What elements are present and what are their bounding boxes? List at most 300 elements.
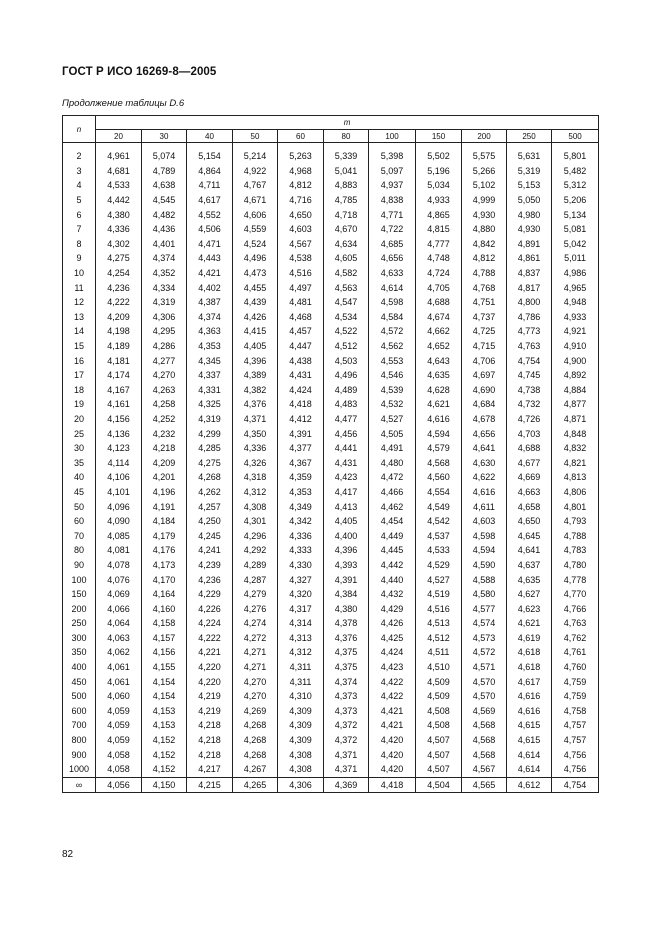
value-cell: 4,373: [324, 689, 369, 704]
value-cell: 4,439: [233, 295, 278, 310]
value-cell: 4,196: [142, 485, 187, 500]
value-cell: 4,418: [278, 397, 324, 412]
value-cell: 4,268: [233, 747, 278, 762]
value-cell: 4,310: [278, 689, 324, 704]
value-cell: 4,506: [187, 222, 233, 237]
value-cell: 4,677: [507, 455, 552, 470]
value-cell: 4,431: [324, 455, 369, 470]
m-column-header: 50: [233, 130, 278, 143]
value-cell: 4,614: [507, 747, 552, 762]
value-cell: 4,066: [96, 601, 142, 616]
value-cell: 4,313: [278, 631, 324, 646]
table-row: [63, 383, 599, 398]
value-cell: 4,767: [233, 178, 278, 193]
value-cell: 4,402: [187, 280, 233, 295]
value-cell: 4,573: [462, 631, 507, 646]
value-cell: 4,164: [142, 587, 187, 602]
value-cell: 4,615: [507, 718, 552, 733]
value-cell: 4,516: [278, 266, 324, 281]
value-cell: 4,572: [369, 324, 416, 339]
value-cell: 4,937: [369, 178, 416, 193]
row-n-cell: ∞: [63, 777, 96, 793]
value-cell: 4,751: [462, 295, 507, 310]
value-cell: 4,401: [142, 237, 187, 252]
value-cell: 4,505: [369, 426, 416, 441]
value-cell: 4,352: [142, 266, 187, 281]
value-cell: 4,064: [96, 616, 142, 631]
value-cell: 4,562: [369, 339, 416, 354]
value-cell: 4,420: [369, 733, 416, 748]
value-cell: 4,491: [369, 441, 416, 456]
value-cell: 4,292: [233, 543, 278, 558]
value-cell: 4,509: [416, 674, 462, 689]
value-cell: 4,482: [142, 207, 187, 222]
value-cell: 4,150: [142, 777, 187, 793]
value-cell: 4,588: [462, 572, 507, 587]
table-row: [63, 733, 599, 748]
table-row: [63, 674, 599, 689]
value-cell: 4,371: [233, 412, 278, 427]
value-cell: 4,616: [462, 485, 507, 500]
value-cell: 4,471: [187, 237, 233, 252]
value-cell: 4,423: [324, 470, 369, 485]
value-cell: 4,308: [278, 762, 324, 777]
m-values-row: [63, 130, 599, 143]
value-cell: 4,745: [507, 368, 552, 383]
table-row: [63, 324, 599, 339]
value-cell: 4,761: [552, 645, 599, 660]
value-cell: 4,480: [369, 455, 416, 470]
row-n-cell: 4: [63, 178, 96, 193]
m-column-header: 200: [462, 130, 507, 143]
table-row: [63, 601, 599, 616]
table-row: [63, 353, 599, 368]
value-cell: 4,424: [369, 645, 416, 660]
value-cell: 4,153: [142, 704, 187, 719]
value-cell: 4,405: [233, 339, 278, 354]
value-cell: 4,641: [507, 543, 552, 558]
value-cell: 4,509: [416, 689, 462, 704]
value-cell: 4,891: [507, 237, 552, 252]
row-n-cell: 35: [63, 455, 96, 470]
value-cell: 4,598: [369, 295, 416, 310]
value-cell: 4,861: [507, 251, 552, 266]
value-cell: 4,056: [96, 777, 142, 793]
m-column-header: 250: [507, 130, 552, 143]
value-cell: 4,685: [369, 237, 416, 252]
value-cell: 4,449: [369, 528, 416, 543]
value-cell: 4,961: [96, 149, 142, 164]
value-cell: 4,472: [369, 470, 416, 485]
value-cell: 4,483: [324, 397, 369, 412]
value-cell: 5,398: [369, 149, 416, 164]
value-cell: 4,880: [462, 222, 507, 237]
value-cell: 4,060: [96, 689, 142, 704]
value-cell: 4,571: [462, 660, 507, 675]
value-cell: 4,618: [507, 645, 552, 660]
value-cell: 4,421: [187, 266, 233, 281]
value-cell: 4,423: [369, 660, 416, 675]
value-cell: 4,718: [324, 207, 369, 222]
value-cell: 4,503: [324, 353, 369, 368]
value-cell: 4,568: [416, 455, 462, 470]
value-cell: 4,391: [324, 572, 369, 587]
value-cell: 4,584: [369, 310, 416, 325]
value-cell: 4,114: [96, 455, 142, 470]
value-cell: 4,986: [552, 266, 599, 281]
m-column-header: 150: [416, 130, 462, 143]
value-cell: 4,650: [507, 514, 552, 529]
row-n-cell: 450: [63, 674, 96, 689]
value-cell: 4,793: [552, 514, 599, 529]
value-cell: 4,063: [96, 631, 142, 646]
row-n-cell: 300: [63, 631, 96, 646]
value-cell: 4,688: [507, 441, 552, 456]
value-cell: 5,575: [462, 149, 507, 164]
row-n-cell: 15: [63, 339, 96, 354]
value-cell: 4,580: [462, 587, 507, 602]
value-cell: 4,615: [507, 733, 552, 748]
value-cell: 4,389: [233, 368, 278, 383]
value-cell: 4,756: [552, 762, 599, 777]
value-cell: 4,331: [187, 383, 233, 398]
value-cell: 4,326: [233, 455, 278, 470]
table-row: [63, 426, 599, 441]
value-cell: 4,454: [369, 514, 416, 529]
value-cell: 4,319: [187, 412, 233, 427]
value-cell: 5,631: [507, 149, 552, 164]
value-cell: 4,184: [142, 514, 187, 529]
value-cell: 4,267: [233, 762, 278, 777]
value-cell: 4,152: [142, 762, 187, 777]
value-cell: 4,612: [507, 777, 552, 793]
value-cell: 4,377: [278, 441, 324, 456]
value-cell: 4,678: [462, 412, 507, 427]
value-cell: 4,422: [369, 689, 416, 704]
value-cell: 4,353: [187, 339, 233, 354]
value-cell: 4,563: [324, 280, 369, 295]
row-n-cell: 3: [63, 164, 96, 179]
value-cell: 5,034: [416, 178, 462, 193]
value-cell: 4,617: [187, 193, 233, 208]
value-cell: 4,466: [369, 485, 416, 500]
value-cell: 4,154: [142, 689, 187, 704]
row-n-cell: 6: [63, 207, 96, 222]
value-cell: 4,391: [278, 426, 324, 441]
value-cell: 4,309: [278, 718, 324, 733]
value-cell: 4,759: [552, 689, 599, 704]
value-cell: 4,241: [187, 543, 233, 558]
table-row: [63, 412, 599, 427]
values-table: [62, 115, 599, 793]
value-cell: 4,327: [278, 572, 324, 587]
value-cell: 4,512: [416, 631, 462, 646]
value-cell: 4,815: [416, 222, 462, 237]
value-cell: 4,308: [278, 747, 324, 762]
value-cell: 4,663: [507, 485, 552, 500]
value-cell: 4,262: [187, 485, 233, 500]
row-n-cell: 25: [63, 426, 96, 441]
value-cell: 4,574: [462, 616, 507, 631]
value-cell: 4,268: [187, 470, 233, 485]
value-cell: 4,426: [233, 310, 278, 325]
value-cell: 4,546: [369, 368, 416, 383]
value-cell: 4,780: [552, 558, 599, 573]
row-n-cell: 14: [63, 324, 96, 339]
value-cell: 4,933: [416, 193, 462, 208]
value-cell: 4,812: [278, 178, 324, 193]
value-cell: 4,418: [369, 777, 416, 793]
value-cell: 4,477: [324, 412, 369, 427]
value-cell: 4,337: [187, 368, 233, 383]
value-cell: 4,376: [324, 631, 369, 646]
value-cell: 4,763: [507, 339, 552, 354]
value-cell: 4,533: [96, 178, 142, 193]
value-cell: 4,059: [96, 704, 142, 719]
value-cell: 4,096: [96, 499, 142, 514]
value-cell: 4,722: [369, 222, 416, 237]
value-cell: 4,871: [552, 412, 599, 427]
value-cell: 4,773: [507, 324, 552, 339]
value-cell: 4,737: [462, 310, 507, 325]
value-cell: 4,643: [416, 353, 462, 368]
value-cell: 4,308: [233, 499, 278, 514]
value-cell: 5,041: [324, 164, 369, 179]
table-row: [63, 441, 599, 456]
row-n-cell: 20: [63, 412, 96, 427]
value-cell: 4,545: [142, 193, 187, 208]
row-n-cell: 45: [63, 485, 96, 500]
value-cell: 4,349: [278, 499, 324, 514]
value-cell: 5,134: [552, 207, 599, 222]
value-cell: 4,359: [278, 470, 324, 485]
value-cell: 4,603: [278, 222, 324, 237]
value-cell: 4,725: [462, 324, 507, 339]
value-cell: 4,367: [278, 455, 324, 470]
value-cell: 4,605: [324, 251, 369, 266]
value-cell: 4,783: [552, 543, 599, 558]
value-cell: 4,156: [142, 645, 187, 660]
value-cell: 4,455: [233, 280, 278, 295]
value-cell: 4,058: [96, 747, 142, 762]
value-cell: 4,786: [507, 310, 552, 325]
row-n-cell: 50: [63, 499, 96, 514]
value-cell: 4,374: [187, 310, 233, 325]
value-cell: 4,594: [416, 426, 462, 441]
value-cell: 4,090: [96, 514, 142, 529]
value-cell: 4,443: [187, 251, 233, 266]
value-cell: 4,590: [462, 558, 507, 573]
value-cell: 4,222: [96, 295, 142, 310]
value-cell: 4,614: [507, 762, 552, 777]
value-cell: 4,542: [416, 514, 462, 529]
value-cell: 4,706: [462, 353, 507, 368]
value-cell: 4,384: [324, 587, 369, 602]
value-cell: 4,336: [233, 441, 278, 456]
value-cell: 4,220: [187, 660, 233, 675]
value-cell: 4,312: [278, 645, 324, 660]
table-row: [63, 572, 599, 587]
value-cell: 4,376: [233, 397, 278, 412]
value-cell: 4,400: [324, 528, 369, 543]
value-cell: 4,553: [369, 353, 416, 368]
value-cell: 4,681: [96, 164, 142, 179]
value-cell: 4,513: [416, 616, 462, 631]
value-cell: 4,236: [187, 572, 233, 587]
value-cell: 4,763: [552, 616, 599, 631]
table-row: [63, 558, 599, 573]
value-cell: 4,456: [324, 426, 369, 441]
value-cell: 4,641: [462, 441, 507, 456]
value-cell: 4,560: [416, 470, 462, 485]
value-cell: 4,670: [324, 222, 369, 237]
value-cell: 4,567: [278, 237, 324, 252]
value-cell: 4,504: [416, 777, 462, 793]
row-n-cell: 10: [63, 266, 96, 281]
value-cell: 4,272: [233, 631, 278, 646]
value-cell: 4,568: [462, 747, 507, 762]
value-cell: 4,645: [507, 528, 552, 543]
value-cell: 4,754: [552, 777, 599, 793]
value-cell: 5,196: [416, 164, 462, 179]
value-cell: 4,279: [233, 587, 278, 602]
value-cell: 4,306: [142, 310, 187, 325]
value-cell: 4,688: [416, 295, 462, 310]
value-cell: 4,062: [96, 645, 142, 660]
value-cell: 4,738: [507, 383, 552, 398]
value-cell: 4,263: [142, 383, 187, 398]
value-cell: 4,350: [233, 426, 278, 441]
value-cell: 4,330: [278, 558, 324, 573]
value-cell: 4,218: [187, 747, 233, 762]
value-cell: 4,980: [507, 207, 552, 222]
value-cell: 4,662: [416, 324, 462, 339]
value-cell: 4,078: [96, 558, 142, 573]
value-cell: 4,788: [552, 528, 599, 543]
value-cell: 4,522: [324, 324, 369, 339]
value-cell: 4,209: [96, 310, 142, 325]
value-cell: 4,378: [324, 616, 369, 631]
value-cell: 4,582: [324, 266, 369, 281]
value-cell: 4,516: [416, 601, 462, 616]
value-cell: 4,317: [278, 601, 324, 616]
value-cell: 4,167: [96, 383, 142, 398]
m-column-header: 500: [552, 130, 599, 143]
value-cell: 4,219: [187, 689, 233, 704]
value-cell: 4,372: [324, 733, 369, 748]
value-cell: 4,353: [278, 485, 324, 500]
value-cell: 4,507: [416, 747, 462, 762]
value-cell: 4,630: [462, 455, 507, 470]
value-cell: 4,565: [462, 777, 507, 793]
table-body: [63, 149, 599, 793]
value-cell: 4,703: [507, 426, 552, 441]
value-cell: 4,101: [96, 485, 142, 500]
value-cell: 4,157: [142, 631, 187, 646]
value-cell: 4,621: [416, 397, 462, 412]
value-cell: 4,933: [552, 310, 599, 325]
value-cell: 4,286: [142, 339, 187, 354]
value-cell: 4,302: [96, 237, 142, 252]
value-cell: 5,263: [278, 149, 324, 164]
value-cell: 4,821: [552, 455, 599, 470]
value-cell: 4,373: [324, 704, 369, 719]
table-row: [63, 149, 599, 164]
value-cell: 4,656: [462, 426, 507, 441]
value-cell: 5,050: [507, 193, 552, 208]
value-cell: 4,081: [96, 543, 142, 558]
value-cell: 4,616: [416, 412, 462, 427]
page-number: 82: [62, 849, 74, 860]
value-cell: 4,527: [369, 412, 416, 427]
row-n-cell: 350: [63, 645, 96, 660]
value-cell: 4,258: [142, 397, 187, 412]
m-column-header: 100: [369, 130, 416, 143]
value-cell: 4,218: [187, 718, 233, 733]
table-row: [63, 455, 599, 470]
value-cell: 4,577: [462, 601, 507, 616]
value-cell: 4,421: [369, 704, 416, 719]
value-cell: 4,314: [278, 616, 324, 631]
row-n-cell: 800: [63, 733, 96, 748]
row-n-cell: 17: [63, 368, 96, 383]
table-row: [63, 222, 599, 237]
value-cell: 4,277: [142, 353, 187, 368]
value-cell: 4,656: [369, 251, 416, 266]
value-cell: 4,922: [233, 164, 278, 179]
value-cell: 4,270: [142, 368, 187, 383]
value-cell: 4,382: [233, 383, 278, 398]
value-cell: 4,268: [233, 733, 278, 748]
row-n-cell: 5: [63, 193, 96, 208]
table-row: [63, 660, 599, 675]
row-n-cell: 1000: [63, 762, 96, 777]
value-cell: 4,420: [369, 762, 416, 777]
standard-header: ГОСТ Р ИСО 16269-8—2005: [62, 66, 217, 78]
value-cell: 4,309: [278, 704, 324, 719]
table-row: [63, 470, 599, 485]
value-cell: 4,756: [552, 747, 599, 762]
value-cell: 4,754: [507, 353, 552, 368]
value-cell: 4,217: [187, 762, 233, 777]
value-cell: 4,527: [416, 572, 462, 587]
value-cell: 5,214: [233, 149, 278, 164]
table-row: [63, 528, 599, 543]
value-cell: 4,496: [324, 368, 369, 383]
row-n-cell: 11: [63, 280, 96, 295]
value-cell: 5,339: [324, 149, 369, 164]
table-row: [63, 514, 599, 529]
value-cell: 4,462: [369, 499, 416, 514]
value-cell: 4,884: [552, 383, 599, 398]
value-cell: 4,170: [142, 572, 187, 587]
value-cell: 4,189: [96, 339, 142, 354]
value-cell: 4,760: [552, 660, 599, 675]
value-cell: 4,777: [416, 237, 462, 252]
n-header: n: [63, 116, 96, 143]
value-cell: 4,441: [324, 441, 369, 456]
value-cell: 4,638: [142, 178, 187, 193]
table-row: [63, 777, 599, 793]
value-cell: 4,061: [96, 674, 142, 689]
value-cell: 5,312: [552, 178, 599, 193]
value-cell: 4,788: [462, 266, 507, 281]
table-row: [63, 295, 599, 310]
value-cell: 4,181: [96, 353, 142, 368]
value-cell: 4,276: [233, 601, 278, 616]
value-cell: 4,393: [324, 558, 369, 573]
value-cell: 4,222: [187, 631, 233, 646]
